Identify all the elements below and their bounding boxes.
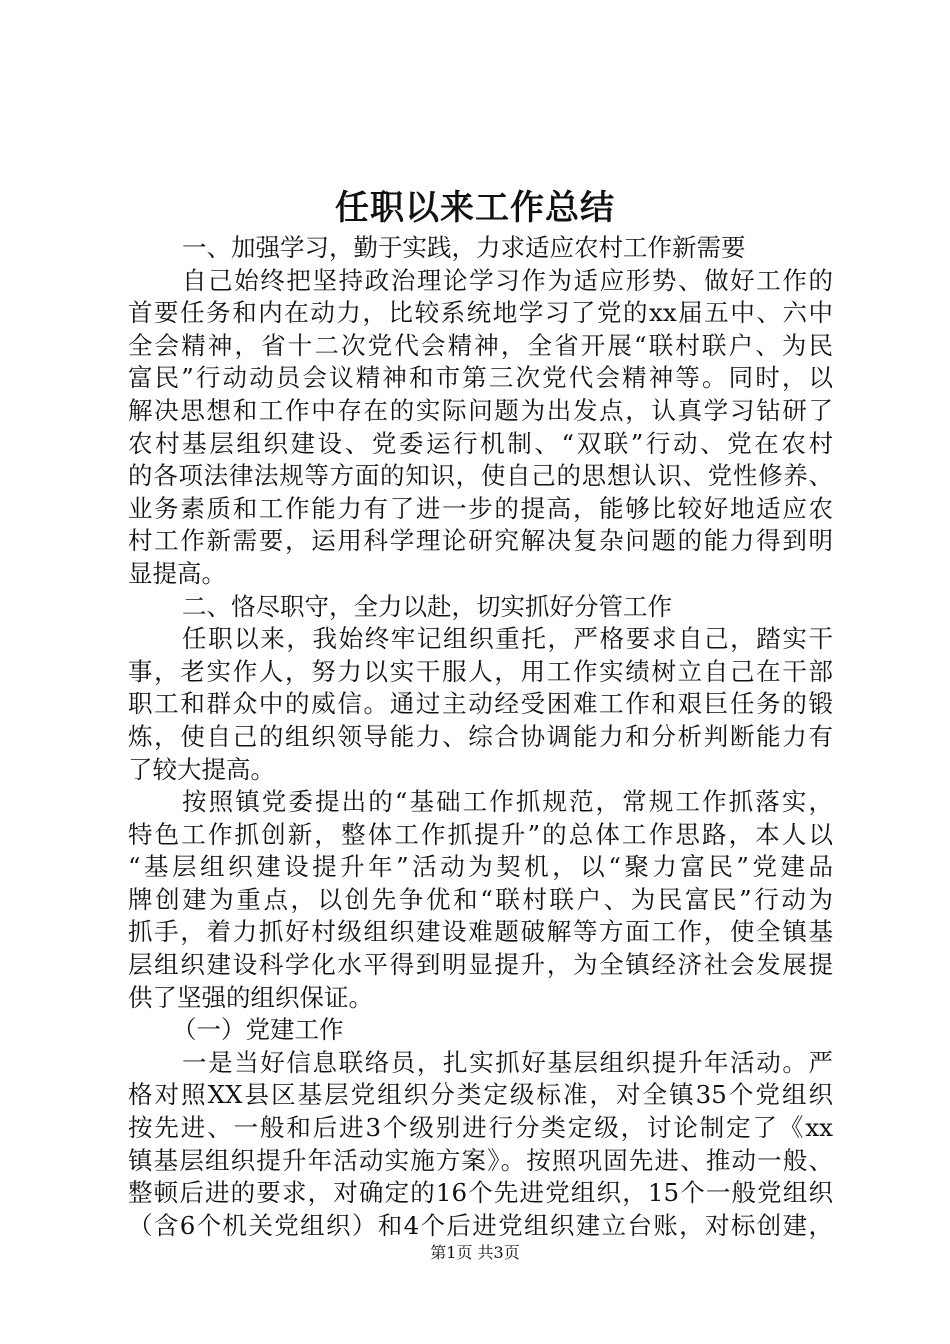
paragraph-line: 按照镇党委提出的“基础工作抓规范，常规工作抓落实， <box>182 787 833 817</box>
paragraph-line: 炼，使自己的组织领导能力、综合协调能力和分析判断能力有 <box>128 721 833 751</box>
paragraph-line: 村工作新需要，运用科学理论研究解决复杂问题的能力得到明 <box>128 526 833 556</box>
paragraph-line: 富民”行动动员会议精神和市第三次党代会精神等。同时，以 <box>128 363 833 393</box>
document-title: 任职以来工作总结 <box>335 188 615 228</box>
paragraph-line: 牌创建为重点，以创先争优和“联村联户、为民富民”行动为 <box>128 884 833 914</box>
paragraph-line: 解决思想和工作中存在的实际问题为出发点，认真学习钻研了 <box>128 395 833 425</box>
subsection-heading: （一）党建工作 <box>172 1015 344 1045</box>
paragraph-line: 自己始终把坚持政治理论学习作为适应形势、做好工作的 <box>182 265 833 295</box>
paragraph-line: 特色工作抓创新，整体工作抓提升”的总体工作思路，本人以 <box>128 819 833 849</box>
paragraph-line: 事，老实作人，努力以实干服人，用工作实绩树立自己在干部 <box>128 656 833 686</box>
paragraph-line: 职工和群众中的威信。通过主动经受困难工作和艰巨任务的锻 <box>128 689 833 719</box>
paragraph-line: 显提高。 <box>128 558 226 588</box>
paragraph-line: 的各项法律法规等方面的知识，使自己的思想认识、党性修养、 <box>128 461 833 491</box>
section-heading: 一、加强学习，勤于实践，力求适应农村工作新需要 <box>182 233 746 262</box>
paragraph-line: 按先进、一般和后进3个级别进行分类定级，讨论制定了《xx <box>128 1113 833 1143</box>
paragraph-line: “基层组织建设提升年”活动为契机，以“聚力富民”党建品 <box>128 852 833 882</box>
paragraph-line: 供了坚强的组织保证。 <box>128 982 373 1012</box>
document-body <box>128 232 833 1242</box>
paragraph-line: 任职以来，我始终牢记组织重托，严格要求自己，踏实干 <box>182 624 833 654</box>
paragraph-line: 整顿后进的要求，对确定的16个先进党组织，15个一般党组织 <box>128 1178 833 1208</box>
paragraph-line: 层组织建设科学化水平得到明显提升，为全镇经济社会发展提 <box>128 950 833 980</box>
paragraph-line: 抓手，着力抓好村级组织建设难题破解等方面工作，使全镇基 <box>128 917 833 947</box>
paragraph-line: 了较大提高。 <box>128 754 275 784</box>
paragraph-line: 业务素质和工作能力有了进一步的提高，能够比较好地适应农 <box>128 493 833 523</box>
paragraph-line: 全会精神，省十二次党代会精神，全省开展“联村联户、为民 <box>128 330 833 360</box>
paragraph-line: 格对照XX县区基层党组织分类定级标准，对全镇35个党组织 <box>128 1080 833 1110</box>
paragraph-line: 首要任务和内在动力，比较系统地学习了党的xx届五中、六中 <box>128 298 833 328</box>
paragraph-line: 镇基层组织提升年活动实施方案》。按照巩固先进、推动一般、 <box>128 1145 833 1175</box>
paragraph-line: （含6个机关党组织）和4个后进党组织建立台账，对标创建， <box>128 1210 833 1240</box>
section-heading: 二、恪尽职守，全力以赴，切实抓好分管工作 <box>182 591 672 621</box>
paragraph-line: 一是当好信息联络员，扎实抓好基层组织提升年活动。严 <box>182 1047 833 1077</box>
paragraph-line: 农村基层组织建设、党委运行机制、“双联”行动、党在农村 <box>128 428 833 458</box>
page-footer: 第1页 共3页 <box>430 1243 520 1262</box>
